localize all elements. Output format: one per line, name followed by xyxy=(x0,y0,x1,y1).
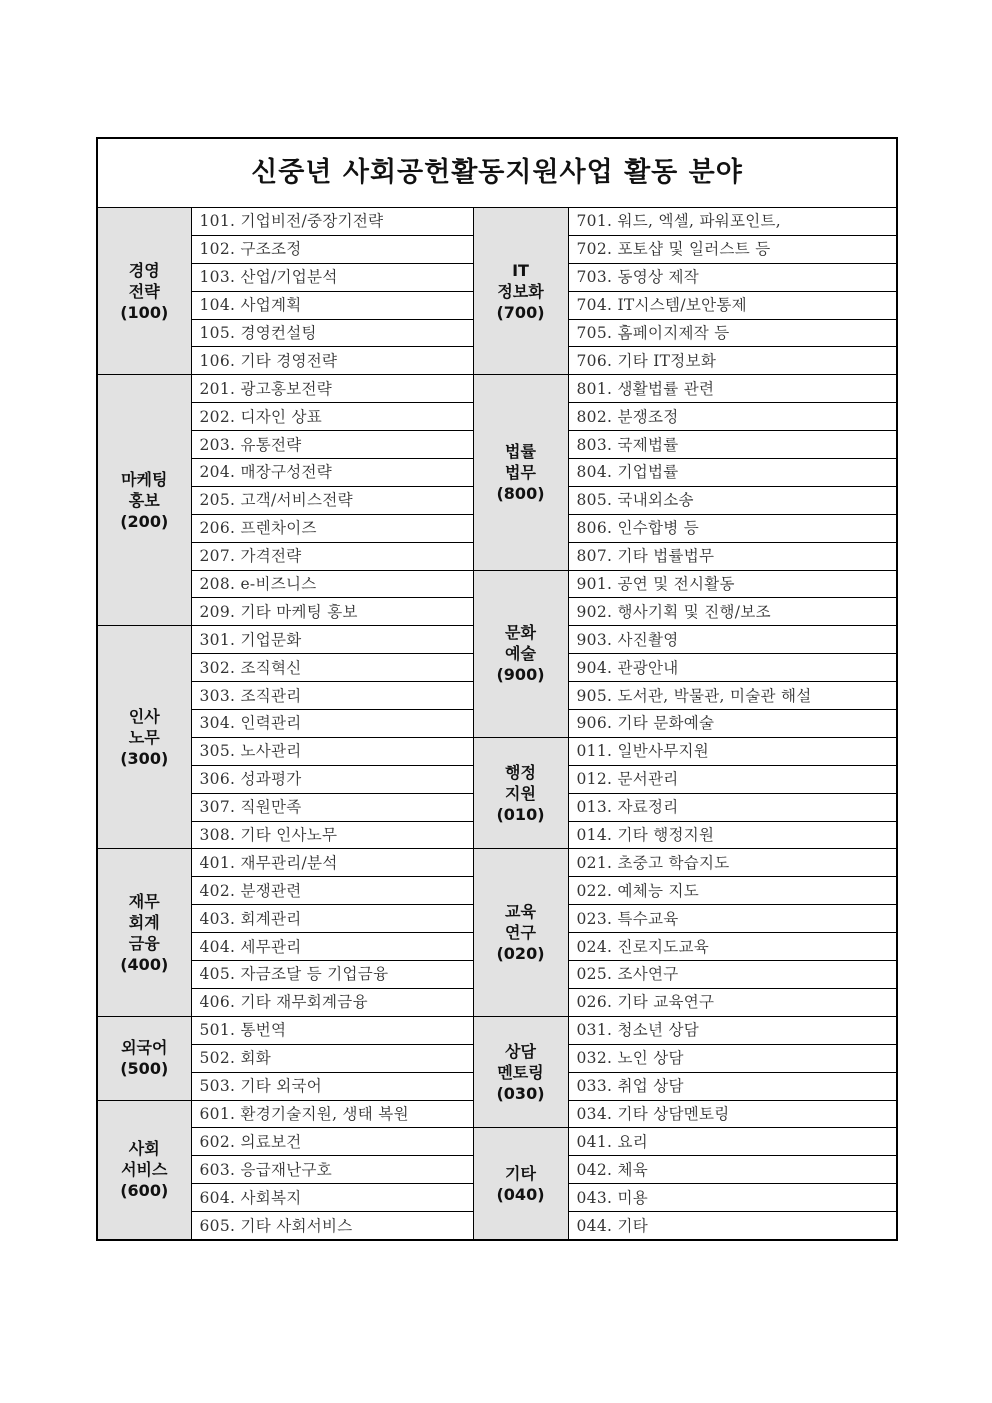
activity-item: 304. 인력관리 xyxy=(191,710,473,738)
table-row xyxy=(97,1128,897,1156)
activity-item: 903. 사진촬영 xyxy=(568,626,897,654)
activity-item: 308. 기타 인사노무 xyxy=(191,821,473,849)
category-cell xyxy=(97,1100,191,1240)
activity-item: 401. 재무관리/분석 xyxy=(191,849,473,877)
activity-item: 025. 조사연구 xyxy=(568,961,897,989)
category-cell xyxy=(97,626,191,849)
category-label: 지원 xyxy=(505,783,536,803)
activity-item: 807. 기타 법률법무 xyxy=(568,542,897,570)
activity-item: 208. e-비즈니스 xyxy=(191,570,473,598)
activity-item: 202. 디자인 상표 xyxy=(191,403,473,431)
activity-item: 302. 조직혁신 xyxy=(191,654,473,682)
category-label: 교육 xyxy=(505,902,536,922)
title-row xyxy=(97,138,897,208)
category-label: 외국어 xyxy=(121,1038,168,1058)
activity-item: 203. 유통전략 xyxy=(191,431,473,459)
activity-item: 032. 노인 상담 xyxy=(568,1044,897,1072)
table-row xyxy=(97,570,897,598)
category-cell xyxy=(473,737,568,849)
activity-item: 022. 예체능 지도 xyxy=(568,877,897,905)
category-label: 문화 xyxy=(505,623,536,643)
activity-item: 034. 기타 상담멘토링 xyxy=(568,1100,897,1128)
category-label: 금융 xyxy=(128,933,160,953)
category-label: (020) xyxy=(496,944,545,964)
activity-item: 704. IT시스템/보안통제 xyxy=(568,291,897,319)
activity-item: 101. 기업비전/중장기전략 xyxy=(191,208,473,236)
table-row xyxy=(97,1016,897,1044)
activity-item: 503. 기타 외국어 xyxy=(191,1072,473,1100)
category-label: 예술 xyxy=(505,644,536,664)
activity-item: 905. 도서관, 박물관, 미술관 해설 xyxy=(568,682,897,710)
activity-item: 406. 기타 재무회계금융 xyxy=(191,988,473,1016)
activity-item: 902. 행사기획 및 진행/보조 xyxy=(568,598,897,626)
category-label: 재무 xyxy=(128,891,160,911)
activity-item: 803. 국제법률 xyxy=(568,431,897,459)
category-label: (900) xyxy=(496,665,545,685)
activity-item: 044. 기타 xyxy=(568,1212,897,1240)
activity-item: 205. 고객/서비스전략 xyxy=(191,486,473,514)
category-label: 행정 xyxy=(505,762,536,782)
activity-item: 104. 사업계획 xyxy=(191,291,473,319)
activity-field-table xyxy=(96,137,898,1241)
category-cell xyxy=(473,1016,568,1128)
activity-item: 042. 체육 xyxy=(568,1156,897,1184)
category-label: 멘토링 xyxy=(497,1062,544,1082)
activity-item: 043. 미용 xyxy=(568,1184,897,1212)
activity-item: 403. 회계관리 xyxy=(191,905,473,933)
table-row xyxy=(97,208,897,236)
category-label: 경영 xyxy=(128,260,160,280)
category-cell xyxy=(473,375,568,570)
activity-item: 011. 일반사무지원 xyxy=(568,737,897,765)
category-label: 전략 xyxy=(128,281,160,301)
activity-item: 033. 취업 상담 xyxy=(568,1072,897,1100)
activity-item: 307. 직원만족 xyxy=(191,793,473,821)
activity-item: 204. 매장구성전략 xyxy=(191,459,473,487)
category-cell xyxy=(473,208,568,375)
category-cell xyxy=(97,1016,191,1100)
category-label: 정보화 xyxy=(497,281,544,301)
table-body xyxy=(97,138,897,1240)
category-label: 서비스 xyxy=(121,1160,168,1180)
category-label: 노무 xyxy=(128,727,160,747)
activity-item: 806. 인수합병 등 xyxy=(568,514,897,542)
activity-item: 306. 성과평가 xyxy=(191,765,473,793)
activity-item: 201. 광고홍보전략 xyxy=(191,375,473,403)
category-cell xyxy=(97,849,191,1016)
activity-item: 706. 기타 IT정보화 xyxy=(568,347,897,375)
category-label: (500) xyxy=(120,1059,169,1079)
activity-item: 601. 환경기술지원, 생태 복원 xyxy=(191,1100,473,1128)
category-label: (200) xyxy=(120,511,169,531)
table-row xyxy=(97,375,897,403)
category-label: 연구 xyxy=(505,923,536,943)
category-cell xyxy=(97,375,191,626)
category-label: (400) xyxy=(120,954,169,974)
activity-item: 026. 기타 교육연구 xyxy=(568,988,897,1016)
activity-item: 904. 관광안내 xyxy=(568,654,897,682)
activity-item: 502. 회화 xyxy=(191,1044,473,1072)
activity-item: 501. 통번역 xyxy=(191,1016,473,1044)
category-label: 법무 xyxy=(505,462,536,482)
category-cell xyxy=(97,208,191,375)
activity-item: 207. 가격전략 xyxy=(191,542,473,570)
activity-item: 014. 기타 행정지원 xyxy=(568,821,897,849)
category-label: 법률 xyxy=(505,441,536,461)
activity-item: 805. 국내외소송 xyxy=(568,486,897,514)
activity-item: 021. 초중고 학습지도 xyxy=(568,849,897,877)
category-label: (800) xyxy=(496,483,545,503)
category-label: 기타 xyxy=(505,1163,536,1183)
category-label: 상담 xyxy=(505,1041,536,1061)
activity-item: 303. 조직관리 xyxy=(191,682,473,710)
activity-item: 305. 노사관리 xyxy=(191,737,473,765)
activity-item: 705. 홈페이지제작 등 xyxy=(568,319,897,347)
table-row xyxy=(97,849,897,877)
activity-item: 402. 분쟁관련 xyxy=(191,877,473,905)
category-label: (040) xyxy=(496,1184,545,1204)
activity-item: 106. 기타 경영전략 xyxy=(191,347,473,375)
activity-item: 102. 구조조정 xyxy=(191,235,473,263)
document-title: 신중년 사회공헌활동지원사업 활동 분야 xyxy=(97,138,897,208)
category-label: 인사 xyxy=(128,706,160,726)
activity-item: 603. 응급재난구호 xyxy=(191,1156,473,1184)
activity-item: 701. 워드, 엑셀, 파워포인트, xyxy=(568,208,897,236)
category-label: 사회 xyxy=(128,1139,160,1159)
activity-item: 901. 공연 및 전시활동 xyxy=(568,570,897,598)
activity-item: 013. 자료정리 xyxy=(568,793,897,821)
document-page xyxy=(96,137,896,1241)
activity-item: 103. 산업/기업분석 xyxy=(191,263,473,291)
activity-item: 804. 기업법률 xyxy=(568,459,897,487)
activity-item: 404. 세무관리 xyxy=(191,933,473,961)
activity-item: 906. 기타 문화예술 xyxy=(568,710,897,738)
activity-item: 031. 청소년 상담 xyxy=(568,1016,897,1044)
category-label: IT xyxy=(512,260,529,280)
category-label: 홍보 xyxy=(128,490,160,510)
category-label: (010) xyxy=(496,804,545,824)
activity-item: 605. 기타 사회서비스 xyxy=(191,1212,473,1240)
activity-item: 702. 포토샵 및 일러스트 등 xyxy=(568,235,897,263)
activity-item: 405. 자금조달 등 기업금융 xyxy=(191,961,473,989)
activity-item: 604. 사회복지 xyxy=(191,1184,473,1212)
activity-item: 105. 경영컨설팅 xyxy=(191,319,473,347)
category-label: (700) xyxy=(496,302,545,322)
category-cell xyxy=(473,849,568,1016)
category-label: (600) xyxy=(120,1181,169,1201)
activity-item: 801. 생활법률 관련 xyxy=(568,375,897,403)
table-row xyxy=(97,737,897,765)
activity-item: 041. 요리 xyxy=(568,1128,897,1156)
category-label: (300) xyxy=(120,748,169,768)
category-label: (030) xyxy=(496,1083,545,1103)
category-label: 회계 xyxy=(128,912,160,932)
category-label: (100) xyxy=(120,302,169,322)
activity-item: 602. 의료보건 xyxy=(191,1128,473,1156)
activity-item: 703. 동영상 제작 xyxy=(568,263,897,291)
activity-item: 206. 프렌차이즈 xyxy=(191,514,473,542)
activity-item: 802. 분쟁조정 xyxy=(568,403,897,431)
activity-item: 012. 문서관리 xyxy=(568,765,897,793)
category-label: 마케팅 xyxy=(121,469,168,489)
category-cell xyxy=(473,570,568,737)
activity-item: 023. 특수교육 xyxy=(568,905,897,933)
activity-item: 024. 진로지도교육 xyxy=(568,933,897,961)
activity-item: 301. 기업문화 xyxy=(191,626,473,654)
category-cell xyxy=(473,1128,568,1240)
activity-item: 209. 기타 마케팅 홍보 xyxy=(191,598,473,626)
